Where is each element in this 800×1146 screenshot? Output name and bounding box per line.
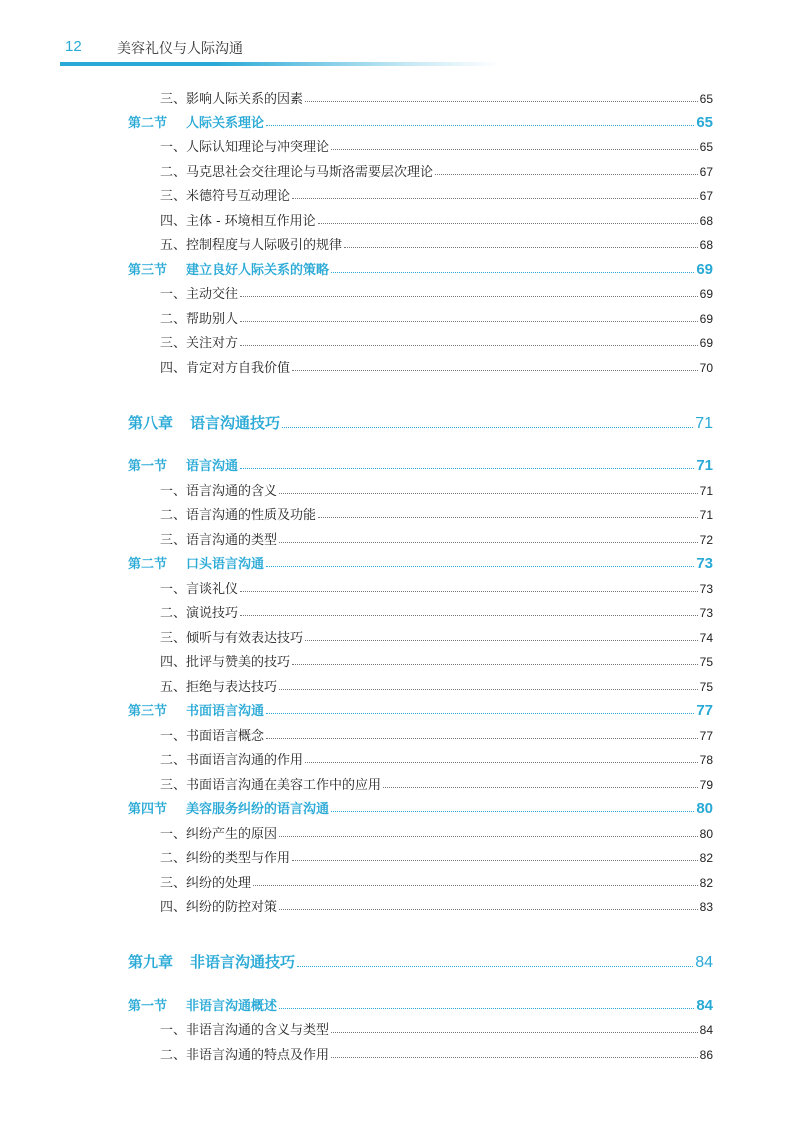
toc-subsection-page-number: 75 xyxy=(699,655,713,669)
toc-subsection-title: 四、纠纷的防控对策 xyxy=(160,900,278,915)
toc-subsection[interactable] xyxy=(160,283,713,302)
toc-subsection-label xyxy=(160,161,433,180)
toc-subsection[interactable] xyxy=(160,578,713,597)
page-number: 12 xyxy=(65,38,82,55)
toc-section-title: 书面语言沟通 xyxy=(186,704,265,719)
toc-section-number: 第二节 xyxy=(128,557,168,572)
toc-section-number: 第三节 xyxy=(128,704,168,719)
dot-leader xyxy=(240,345,698,346)
toc-subsection-label xyxy=(160,283,238,302)
toc-subsection[interactable] xyxy=(160,749,713,768)
toc-subsection[interactable] xyxy=(160,774,713,793)
toc-subsection[interactable] xyxy=(160,504,713,523)
toc-subsection-title: 二、马克思社会交往理论与马斯洛需要层次理论 xyxy=(160,165,434,180)
toc-subsection-title: 一、言谈礼仪 xyxy=(160,582,239,597)
toc-section-label xyxy=(128,700,264,719)
toc-section[interactable] xyxy=(128,553,713,572)
toc-subsection[interactable] xyxy=(160,823,713,842)
toc-subsection-label xyxy=(160,1044,329,1063)
toc-section-page-number: 71 xyxy=(696,457,713,474)
toc-subsection-title: 一、书面语言概念 xyxy=(160,729,265,744)
toc-subsection-page-number: 75 xyxy=(699,680,713,694)
dot-leader xyxy=(279,1008,694,1009)
toc-subsection-label xyxy=(160,234,342,253)
toc-section-number: 第四节 xyxy=(128,802,168,817)
toc-chapter-label xyxy=(128,412,280,433)
dot-leader xyxy=(240,468,694,469)
dot-leader xyxy=(266,713,694,714)
toc-subsection-page-number: 67 xyxy=(699,189,713,203)
book-title: 美容礼仪与人际沟通 xyxy=(117,41,243,57)
toc-subsection[interactable] xyxy=(160,210,713,229)
toc-subsection-page-number: 69 xyxy=(699,312,713,326)
toc-chapter-title: 非语言沟通技巧 xyxy=(190,953,296,971)
toc-subsection-title: 四、主体 - 环境相互作用论 xyxy=(160,214,316,229)
toc-section-number: 第一节 xyxy=(128,459,168,474)
toc-subsection-page-number: 68 xyxy=(699,238,713,252)
toc-section-title: 建立良好人际关系的策略 xyxy=(186,263,330,278)
dot-leader xyxy=(318,223,698,224)
toc-section-number: 第三节 xyxy=(128,263,168,278)
toc-subsection-title: 四、批评与赞美的技巧 xyxy=(160,655,291,670)
toc-subsection-label xyxy=(160,529,277,548)
toc-subsection-title: 一、语言沟通的含义 xyxy=(160,484,278,499)
toc-section-title: 语言沟通 xyxy=(186,459,239,474)
toc-section-page-number: 65 xyxy=(696,114,713,131)
toc-section[interactable] xyxy=(128,995,713,1014)
toc-subsection-title: 一、非语言沟通的含义与类型 xyxy=(160,1023,330,1038)
toc-subsection[interactable] xyxy=(160,602,713,621)
toc-subsection-page-number: 82 xyxy=(699,876,713,890)
dot-leader xyxy=(305,762,698,763)
toc-subsection-page-number: 83 xyxy=(699,900,713,914)
dot-leader xyxy=(344,247,698,248)
toc-subsection-page-number: 69 xyxy=(699,336,713,350)
toc-section-title: 非语言沟通概述 xyxy=(186,999,278,1014)
dot-leader xyxy=(282,427,693,428)
toc-subsection[interactable] xyxy=(160,308,713,327)
toc-subsection-label xyxy=(160,651,290,670)
toc-subsection-page-number: 73 xyxy=(699,582,713,596)
toc-subsection[interactable] xyxy=(160,1044,713,1063)
toc-section-page-number: 77 xyxy=(696,702,713,719)
dot-leader xyxy=(240,296,698,297)
toc-section-title: 人际关系理论 xyxy=(186,116,265,131)
dot-leader xyxy=(331,811,694,812)
toc-section-page-number: 80 xyxy=(696,800,713,817)
toc-subsection-title: 三、语言沟通的类型 xyxy=(160,533,278,548)
toc-subsection-title: 三、影响人际关系的因素 xyxy=(160,92,304,107)
toc-subsection-label xyxy=(160,308,238,327)
toc-section-label xyxy=(128,112,264,131)
toc-section-page-number: 73 xyxy=(696,555,713,572)
dot-leader xyxy=(292,664,698,665)
dot-leader xyxy=(266,738,698,739)
dot-leader xyxy=(279,542,698,543)
toc-subsection-page-number: 86 xyxy=(699,1048,713,1062)
toc-subsection-label xyxy=(160,774,381,793)
toc-subsection-page-number: 67 xyxy=(699,165,713,179)
toc-section-number: 第一节 xyxy=(128,999,168,1014)
toc-subsection-title: 五、拒绝与表达技巧 xyxy=(160,680,278,695)
toc-subsection[interactable] xyxy=(160,234,713,253)
toc-chapter-number: 第八章 xyxy=(128,414,174,432)
toc-subsection-page-number: 68 xyxy=(699,214,713,228)
toc-subsection[interactable] xyxy=(160,332,713,351)
toc-subsection-page-number: 78 xyxy=(699,753,713,767)
toc-subsection-title: 二、语言沟通的性质及功能 xyxy=(160,508,317,523)
dot-leader xyxy=(292,370,698,371)
dot-leader xyxy=(240,615,698,616)
toc-subsection-page-number: 71 xyxy=(699,484,713,498)
toc-subsection-label xyxy=(160,136,329,155)
toc-subsection-page-number: 71 xyxy=(699,508,713,522)
toc-subsection-label xyxy=(160,676,277,695)
toc-subsection-page-number: 65 xyxy=(699,92,713,106)
dot-leader xyxy=(240,321,698,322)
toc-subsection[interactable] xyxy=(160,725,713,744)
toc-subsection[interactable] xyxy=(160,847,713,866)
toc-subsection-label xyxy=(160,627,303,646)
toc-subsection-page-number: 84 xyxy=(699,1023,713,1037)
toc-section-label xyxy=(128,798,329,817)
toc-subsection-page-number: 72 xyxy=(699,533,713,547)
toc-subsection-label xyxy=(160,578,238,597)
toc-subsection-label xyxy=(160,872,251,891)
dot-leader xyxy=(292,198,698,199)
toc-subsection-title: 五、控制程度与人际吸引的规律 xyxy=(160,238,343,253)
toc-section-number: 第二节 xyxy=(128,116,168,131)
toc-subsection-label xyxy=(160,504,316,523)
toc-subsection[interactable] xyxy=(160,480,713,499)
toc-subsection-label xyxy=(160,749,303,768)
toc-subsection-label xyxy=(160,332,238,351)
toc-subsection[interactable] xyxy=(160,185,713,204)
toc-subsection-title: 一、纠纷产生的原因 xyxy=(160,827,278,842)
dot-leader xyxy=(305,640,698,641)
dot-leader xyxy=(266,125,694,126)
toc-subsection-title: 三、关注对方 xyxy=(160,336,239,351)
toc-section-page-number: 69 xyxy=(696,261,713,278)
dot-leader xyxy=(297,966,693,967)
toc-subsection[interactable] xyxy=(160,88,713,107)
toc-section-label xyxy=(128,553,264,572)
dot-leader xyxy=(331,1057,698,1058)
toc-subsection[interactable] xyxy=(160,627,713,646)
toc-subsection-label xyxy=(160,823,277,842)
dot-leader xyxy=(279,689,698,690)
toc-chapter[interactable] xyxy=(128,951,713,972)
toc-section[interactable] xyxy=(128,112,713,131)
toc-subsection-label xyxy=(160,602,238,621)
toc-subsection-title: 一、主动交往 xyxy=(160,287,239,302)
dot-leader xyxy=(331,149,698,150)
toc-subsection-title: 二、书面语言沟通的作用 xyxy=(160,753,304,768)
toc-chapter-title: 语言沟通技巧 xyxy=(190,414,281,432)
dot-leader xyxy=(240,591,698,592)
toc-subsection-title: 四、肯定对方自我价值 xyxy=(160,361,291,376)
toc-section-label xyxy=(128,455,238,474)
toc-section[interactable] xyxy=(128,455,713,474)
toc-section[interactable] xyxy=(128,798,713,817)
toc-subsection-label xyxy=(160,725,264,744)
toc-section-label xyxy=(128,259,329,278)
dot-leader xyxy=(331,1032,698,1033)
toc-subsection-label xyxy=(160,847,290,866)
toc-chapter-label xyxy=(128,951,295,972)
toc-subsection-title: 三、书面语言沟通在美容工作中的应用 xyxy=(160,778,382,793)
toc-subsection-title: 二、帮助别人 xyxy=(160,312,239,327)
dot-leader xyxy=(266,566,694,567)
toc-subsection-page-number: 79 xyxy=(699,778,713,792)
toc-subsection[interactable] xyxy=(160,676,713,695)
toc-subsection-label xyxy=(160,896,277,915)
toc-subsection[interactable] xyxy=(160,872,713,891)
toc-subsection-page-number: 73 xyxy=(699,606,713,620)
dot-leader xyxy=(253,885,698,886)
toc-subsection[interactable] xyxy=(160,651,713,670)
toc-subsection[interactable] xyxy=(160,1019,713,1038)
toc-chapter-page-number: 71 xyxy=(695,415,713,432)
toc-section[interactable] xyxy=(128,700,713,719)
toc-subsection-page-number: 65 xyxy=(699,140,713,154)
toc-subsection[interactable] xyxy=(160,136,713,155)
toc-subsection[interactable] xyxy=(160,896,713,915)
dot-leader xyxy=(435,174,698,175)
toc-section[interactable] xyxy=(128,259,713,278)
dot-leader xyxy=(279,909,698,910)
toc-subsection-title: 二、纠纷的类型与作用 xyxy=(160,851,291,866)
toc-subsection-page-number: 80 xyxy=(699,827,713,841)
toc-chapter-page-number: 84 xyxy=(695,954,713,971)
toc-section-page-number: 84 xyxy=(696,997,713,1014)
toc-subsection-label xyxy=(160,88,303,107)
toc-subsection-title: 三、倾听与有效表达技巧 xyxy=(160,631,304,646)
dot-leader xyxy=(383,787,698,788)
toc-chapter-number: 第九章 xyxy=(128,953,174,971)
toc-subsection-page-number: 74 xyxy=(699,631,713,645)
toc-subsection-page-number: 70 xyxy=(699,361,713,375)
dot-leader xyxy=(305,101,698,102)
toc-subsection[interactable] xyxy=(160,161,713,180)
toc-subsection-title: 三、米德符号互动理论 xyxy=(160,189,291,204)
toc-subsection-title: 二、非语言沟通的特点及作用 xyxy=(160,1048,330,1063)
toc-subsection-page-number: 77 xyxy=(699,729,713,743)
dot-leader xyxy=(318,517,698,518)
toc-subsection-title: 三、纠纷的处理 xyxy=(160,876,252,891)
toc-subsection-label xyxy=(160,210,316,229)
toc-subsection[interactable] xyxy=(160,357,713,376)
toc-subsection-label xyxy=(160,357,290,376)
dot-leader xyxy=(292,860,698,861)
toc-subsection-label xyxy=(160,1019,329,1038)
dot-leader xyxy=(279,493,698,494)
toc-subsection-page-number: 82 xyxy=(699,851,713,865)
toc-subsection-label xyxy=(160,480,277,499)
toc-section-label xyxy=(128,995,277,1014)
toc-chapter[interactable] xyxy=(128,412,713,433)
toc-section-title: 美容服务纠纷的语言沟通 xyxy=(186,802,330,817)
dot-leader xyxy=(331,272,694,273)
toc-subsection-label xyxy=(160,185,290,204)
toc-section-title: 口头语言沟通 xyxy=(186,557,265,572)
toc-subsection-title: 二、演说技巧 xyxy=(160,606,239,621)
toc-subsection-page-number: 69 xyxy=(699,287,713,301)
dot-leader xyxy=(279,836,698,837)
toc-subsection[interactable] xyxy=(160,529,713,548)
toc-subsection-title: 一、人际认知理论与冲突理论 xyxy=(160,140,330,155)
